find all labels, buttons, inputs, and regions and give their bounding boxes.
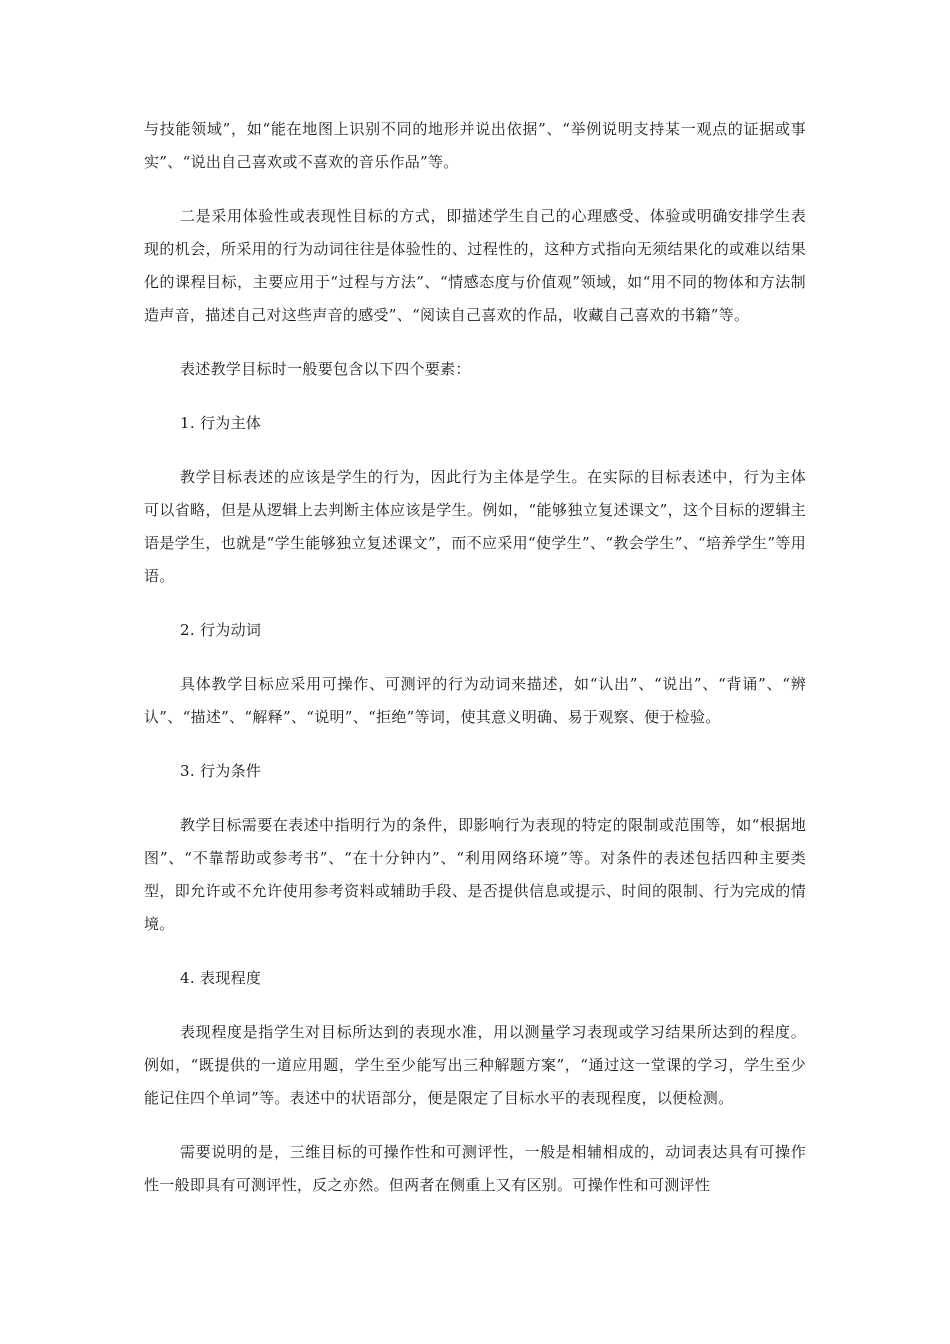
paragraph-behavior-subject: 教学目标表述的应该是学生的行为，因此行为主体是学生。在实际的目标表述中，行为主体可以省略，但是从逻辑上去判断主体应该是学生。例如，“能够独立复述课文”，这个目标的逻辑主语是学生，也就是“学生能够独立复述课文”，而不应采用“使学生”、“教会学生”、“培养学生”等用语。	[144, 468, 806, 585]
document-page	[144, 113, 806, 1223]
heading-performance-degree: 4. 表现程度	[180, 969, 262, 987]
paragraph-behavior-verb: 具体教学目标应采用可操作、可测评的行为动词来描述，如“认出”、“说出”、“背诵”、“辨认”、“描述”、“解释”、“说明”、“拒绝”等词，使其意义明确、易于观察、便于检验。	[144, 675, 806, 726]
paragraph-performance-degree: 表现程度是指学生对目标所达到的表现水准，用以测量学习表现或学习结果所达到的程度。例如，“既提供的一道应用题，学生至少能写出三种解题方案”，“通过这一堂课的学习，学生至少能记住四个单词”等。表述中的状语部分，便是限定了目标水平的表现程度，以便检测。	[144, 1023, 806, 1107]
heading-behavior-condition: 3. 行为条件	[180, 762, 262, 780]
paragraph-experiential-goals: 二是采用体验性或表现性目标的方式，即描述学生自己的心理感受、体验或明确安排学生表现的机会，所采用的行为动词往往是体验性的、过程性的，这种方式指向无须结果化的或难以结果化的课程目标，主要应用于“过程与方法”、“情感态度与价值观”领域，如“用不同的物体和方法制造声音，描述自己对这些声音的感受”、“阅读自己喜欢的作品，收藏自己喜欢的书籍”等。	[144, 207, 806, 324]
paragraph-behavior-condition: 教学目标需要在表述中指明行为的条件，即影响行为表现的特定的限制或范围等，如“根据地图”、“不靠帮助或参考书”、“在十分钟内”、“利用网络环境”等。对条件的表述包括四种主要类型，即允许或不允许使用参考资料或辅助手段、是否提供信息或提示、时间的限制、行为完成的情境。	[144, 816, 806, 933]
paragraph-continued: 与技能领域”，如“能在地图上识别不同的地形并说出依据”、“举例说明支持某一观点的证据或事实”、“说出自己喜欢或不喜欢的音乐作品”等。	[144, 120, 806, 171]
paragraph-note: 需要说明的是，三维目标的可操作性和可测评性，一般是相辅相成的，动词表达具有可操作性一般即具有可测评性，反之亦然。但两者在侧重上又有区别。可操作性和可测评性	[144, 1143, 806, 1194]
paragraph-four-elements-intro: 表述教学目标时一般要包含以下四个要素：	[180, 360, 471, 378]
heading-behavior-verb: 2. 行为动词	[180, 621, 262, 639]
heading-behavior-subject: 1. 行为主体	[180, 414, 262, 432]
